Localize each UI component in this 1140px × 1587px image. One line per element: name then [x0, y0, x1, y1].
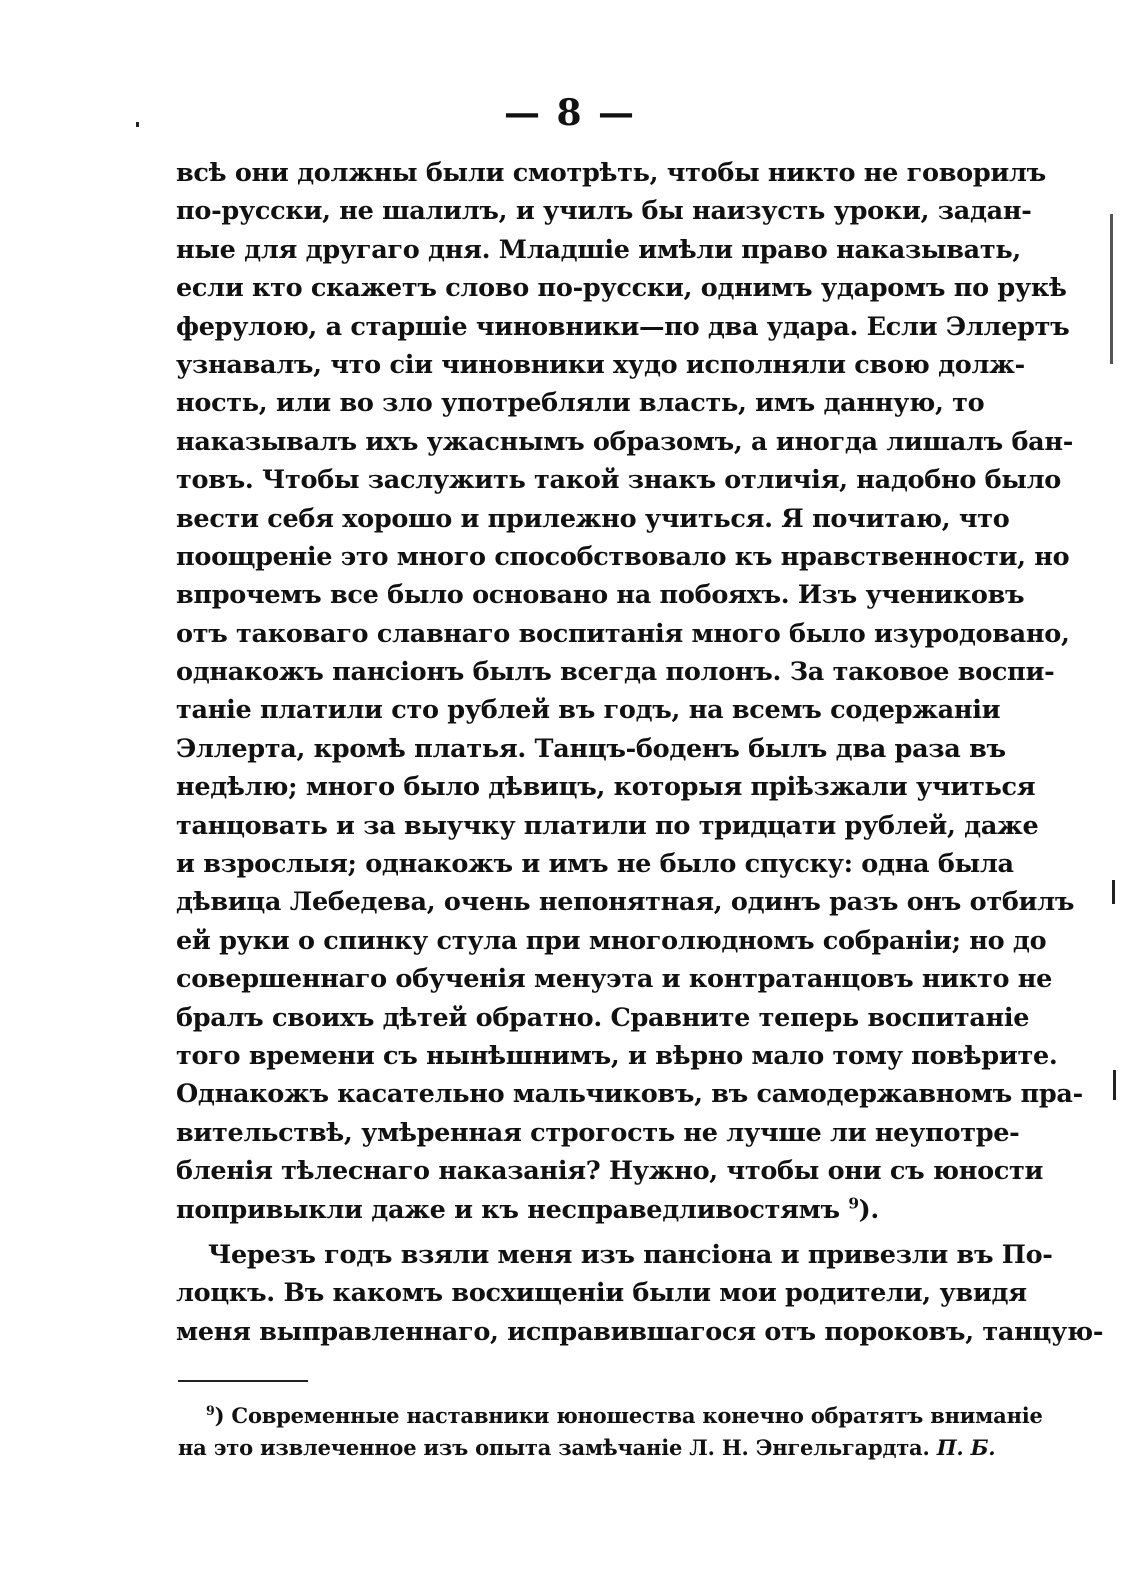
- text-line: вительствѣ, умѣренная строгость не лучше ли неупотре-: [176, 1117, 1020, 1148]
- footnote-divider: [178, 1380, 308, 1382]
- text-line: бленія тѣлеснаго наказанія? Нужно, чтобы они съ юности: [176, 1156, 1044, 1187]
- text-line: ей руки о спинку стула при многолюдномъ собраніи; но до: [176, 925, 1047, 956]
- text-line: таніе платили сто рублей въ годъ, на всемъ содержаніи: [176, 695, 1001, 726]
- text-line-last: [176, 1191, 962, 1229]
- text-line: ность, или во зло употребляли власть, имъ данную, то: [176, 388, 985, 419]
- text-line: вести себя хорошо и прилежно учиться. Я почитаю, что: [176, 503, 1010, 534]
- footnote-marker: 9: [206, 1403, 215, 1418]
- text-line: танцовать и за выучку платили по тридцати рублей, даже: [176, 810, 1039, 841]
- text-line: недѣлю; много было дѣвицъ, которыя пріѣзжали учиться: [176, 772, 1036, 803]
- text-line: товъ. Чтобы заслужить такой знакъ отличія, надобно было: [176, 465, 1061, 496]
- text-line: узнавалъ, что сіи чиновники худо исполняли свою долж-: [176, 349, 1025, 380]
- text-line: Черезъ годъ взяли меня изъ пансіона и привезли въ По-: [208, 1240, 1053, 1270]
- footnote-line: [178, 1432, 996, 1464]
- footnote-line: [178, 1400, 1043, 1432]
- scan-mark: [1110, 214, 1113, 364]
- text-line: бралъ своихъ дѣтей обратно. Сравните теперь воспитаніе: [176, 1002, 1030, 1033]
- text-line: дѣвица Лебедева, очень непонятная, одинъ разъ онъ отбилъ: [176, 887, 1075, 918]
- text-line: наказывалъ ихъ ужаснымъ образомъ, а иногда лишалъ бан-: [176, 426, 1074, 457]
- text-line: ные для другаго дня. Младшіе имѣли право наказывать,: [176, 234, 1021, 265]
- text-line-tail: ).: [858, 1194, 879, 1225]
- text-line: лоцкъ. Въ какомъ восхищеніи были мои родители, увидя: [176, 1278, 1027, 1309]
- text-line: Однакожъ касательно мальчиковъ, въ самодержавномъ пра-: [176, 1079, 1083, 1110]
- text-line: поощреніе это много способствовало къ нравственности, но: [176, 541, 1070, 572]
- scan-mark: [1113, 1070, 1116, 1100]
- page-number: — 8 —: [503, 92, 637, 134]
- text-line: отъ таковаго славнаго воспитанія много было изуродовано,: [176, 618, 1070, 649]
- text-line: совершеннаго обученія менуэта и контратанцовъ никто не: [176, 964, 1053, 995]
- footnote-reference[interactable]: 9: [848, 1194, 859, 1213]
- scan-mark: [136, 122, 139, 127]
- text-line: меня выправленнаго, исправившагося отъ пороковъ, танцую-: [176, 1316, 1104, 1347]
- text-line: если кто скажетъ слово по-русски, однимъ ударомъ по рукѣ: [176, 273, 1067, 304]
- text-line: по-русски, не шалилъ, и училъ бы наизусть уроки, задан-: [176, 196, 1032, 227]
- text-line: Эллерта, кромѣ платья. Танцъ-боденъ былъ два раза въ: [176, 733, 1006, 764]
- text-line: того времени съ нынѣшнимъ, и вѣрно мало тому повѣрите.: [176, 1040, 1058, 1071]
- text-line: впрочемъ все было основано на побояхъ. Изъ учениковъ: [176, 580, 1025, 611]
- text-line: всѣ они должны были смотрѣть, чтобы никто не говорилъ: [176, 158, 1046, 188]
- scan-mark: [1112, 880, 1115, 904]
- main-text-paragraph-1: [176, 154, 1083, 1229]
- text-line: и взрослыя; однакожъ и имъ не было спуску: одна была: [176, 849, 1014, 880]
- footnote-signature: П. Б.: [936, 1435, 996, 1460]
- main-text-paragraph-2: [176, 1236, 1104, 1351]
- footnote-text: на это извлеченное изъ опыта замѣчаніе Л. Н. Энгельгардта.: [178, 1435, 930, 1460]
- footnotes: [178, 1400, 1043, 1464]
- footnote-text: ) Современные наставники юношества конечно обратятъ вниманіе: [214, 1403, 1043, 1428]
- text-line: однакожъ пансіонъ былъ всегда полонъ. За таковое воспи-: [176, 657, 1055, 688]
- text-line-content: попривыкли даже и къ несправедливостямъ: [176, 1194, 840, 1225]
- text-line: ферулою, а старшіе чиновники—по два удара. Если Эллертъ: [176, 311, 1070, 342]
